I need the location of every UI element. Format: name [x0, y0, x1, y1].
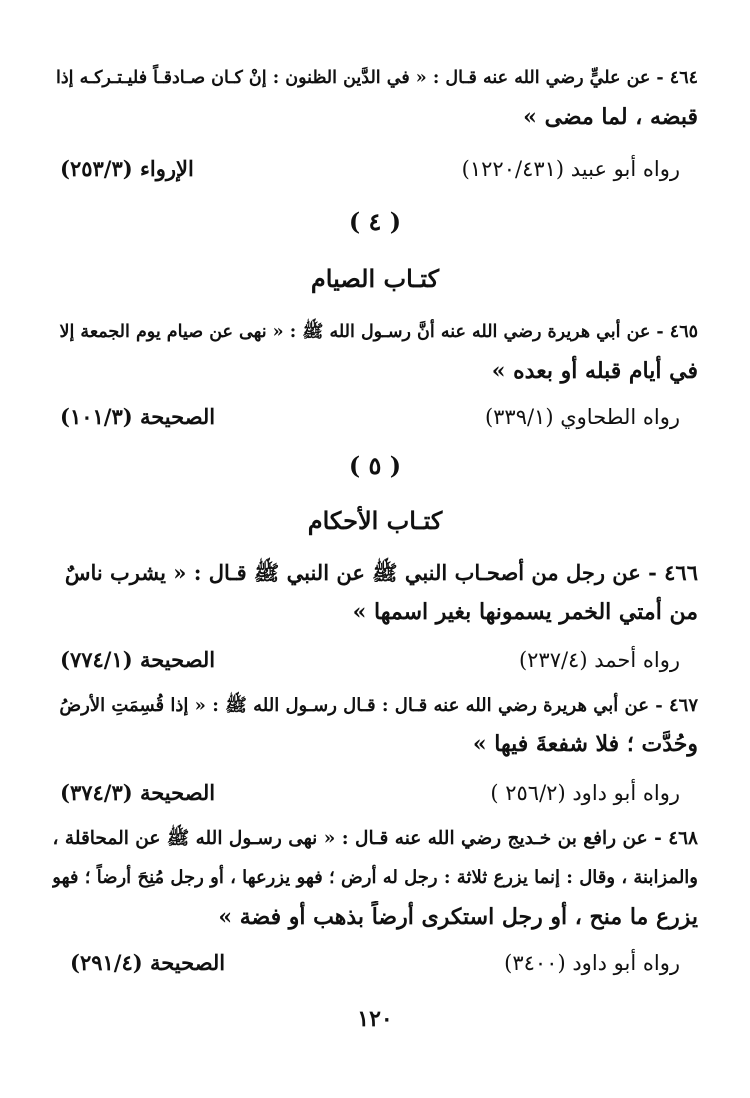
- hadith-466-line-2: من أمتي الخمر يسمونها بغير اسمها »: [352, 599, 698, 625]
- hadith-465-line-1: ٤٦٥ - عن أبي هريرة رضي الله عنه أنَّ رسـول الله ﷺ : « نهى عن صيام يوم الجمعة إلا: [59, 322, 698, 342]
- hadith-467-line-1: ٤٦٧ - عن أبي هريرة رضي الله عنه قـال : قـال رسـول الله ﷺ : « إذا قُسِمَتِ الأرضُ: [59, 695, 698, 716]
- hadith-465-line-2: في أيام قبله أو بعده »: [491, 358, 698, 384]
- hadith-467-line-2: وحُدَّت ؛ فلا شفعةَ فيها »: [472, 731, 698, 757]
- hadith-464-line-2: قبضه ، لما مضى »: [523, 104, 698, 130]
- hadith-465-reference: الصحيحة (١٠١/٣): [60, 404, 216, 429]
- hadith-467-source: رواه أبو داود (٢٥٦/٢ ): [490, 781, 680, 805]
- hadith-468-line-3: يزرع ما منح ، أو رجل استكرى أرضاً بذهب أو فضة »: [218, 904, 698, 930]
- hadith-464-source: رواه أبو عبيد (١٢٢٠/٤٣١): [461, 157, 680, 181]
- hadith-465-source: رواه الطحاوي (٣٣٩/١): [484, 405, 680, 429]
- page-number: ١٢٠: [357, 1006, 393, 1032]
- hadith-468-source: رواه أبو داود (٣٤٠٠): [504, 951, 680, 975]
- section-5-title: كتـاب الأحكام: [307, 506, 443, 535]
- section-4-title: كتـاب الصيام: [310, 264, 440, 293]
- hadith-466-line-1: ٤٦٦ - عن رجل من أصحـاب النبي ﷺ عن النبي ﷺ قـال : « يشرب ناسٌ: [64, 560, 698, 585]
- hadith-468-reference: الصحيحة (٢٩١/٤): [70, 950, 226, 975]
- section-5-number: ( ٥ ): [348, 451, 402, 480]
- section-4-number: ( ٤ ): [348, 207, 402, 236]
- hadith-468-line-2: والمزابنة ، وقال : إنما يزرع ثلاثة : رجل له أرض ؛ فهو يزرعها ، أو رجل مُنِحَ أرضاً ؛ فهو: [52, 867, 698, 888]
- hadith-468-line-1: ٤٦٨ - عن رافع بن خـديج رضي الله عنه قـال : « نهى رسـول الله ﷺ عن المحاقلة ،: [52, 828, 698, 849]
- hadith-466-reference: الصحيحة (٧٧٤/١): [60, 647, 216, 672]
- hadith-466-source: رواه أحمد (٢٣٧/٤): [518, 648, 680, 672]
- hadith-467-reference: الصحيحة (٣٧٤/٣): [60, 780, 216, 805]
- hadith-464-line-1: ٤٦٤ - عن عليٍّ رضي الله عنه قـال : « في الدَّين الظنون : إنْ كـان صـادقـاً فليـتـركـه إذا: [55, 68, 698, 88]
- hadith-464-reference: الإرواء (٢٥٣/٣): [60, 156, 194, 181]
